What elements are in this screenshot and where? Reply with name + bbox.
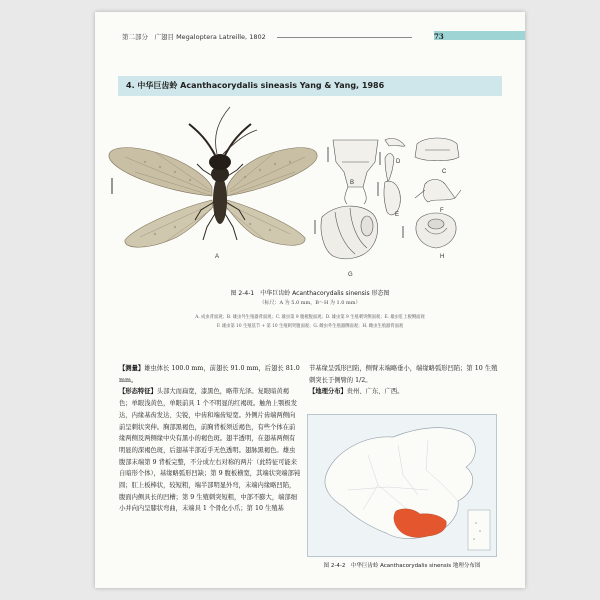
figure-label-d: D <box>396 159 401 165</box>
figure-label-b: B <box>350 180 355 186</box>
features-continued: 节基缘呈弧形凹陷，侧臂末端略垂小，端缘略弧形凹陷；第 10 生殖刺突长于侧臂的 1/2。 <box>309 365 498 384</box>
figure-label-a: A <box>215 254 220 260</box>
figure1-description-1: A. 成虫背面观；B. 雄虫外生殖器背面观；C. 雄虫第 9 腹板腹面观；D. 雄虫第 9 生殖刺突侧面观；E. 雄虫肛上板侧面观 <box>195 315 425 320</box>
specimen-habitus <box>109 107 317 247</box>
features-paragraph <box>119 386 301 515</box>
drawing-f <box>415 180 461 203</box>
drawing-e <box>384 181 400 215</box>
figure-label-e: E <box>395 212 400 218</box>
distribution-map <box>307 414 497 557</box>
china-map <box>308 415 497 557</box>
south-china-sea-inset <box>468 510 490 550</box>
distribution-paragraph <box>309 386 499 398</box>
figure-label-f: F <box>440 208 444 214</box>
features-text: 头部大而扁宽，漆黑色，略带光泽。复眼暗黄褐色；单眼浅黄色，单眼前具 1 个不明显的红褐斑。触角上颚极发达，内缘基齿发达、尖锐，中齿和端齿短宽。外侧片齿端两侧向前呈刺状突伸。胸部黑褐色，前胸背板须近褐色，有些个体在前缘两侧及两侧缘中央有黑小的褐色斑。翅半透明，在翅基两侧有明显的深褐色斑，后翅基半部近乎无色透明。翅脉黑褐色。雄虫腹部末端第 9 背板完整，不分成左右对称的两片（此特征可能来自暗形个体），基缘略弧形凹缺；第 9 腹板横宽，其端状突端部钝圆；肛上板棒状，较短粗，端半部明显外弯，末端内缘略凹陷，腹面内侧具长的凹槽；第 9 生殖刺突短粗，中部不膨大，端部细小并向内呈膝状弯曲，末端具 1 个骨化小爪；第 10 生殖基 <box>119 388 301 513</box>
distribution-tag: 【地理分布】 <box>309 388 347 396</box>
figure-label-g: G <box>348 272 353 278</box>
figure1-scale-note: （标尺：A 为 5.0 mm，B～H 为 1.0 mm） <box>259 300 361 306</box>
drawing-d <box>385 138 405 182</box>
measure-paragraph <box>119 363 301 386</box>
drawing-g <box>321 206 378 259</box>
figure-label-c: C <box>442 169 447 175</box>
running-header: 第二部分 广翅目 Megaloptera Latreille, 1802 <box>122 33 266 41</box>
morphology-figure <box>95 12 525 282</box>
distribution-text: 贵州、广东、广西。 <box>346 388 404 396</box>
drawing-h <box>416 213 456 248</box>
figure1-caption: 图 2-4-1 中华巨齿蛉 Acanthacorydalis sinensis 形态图 <box>230 290 390 297</box>
figure2-caption: 图 2-4-2 中华巨齿蛉 Acanthacorydalis sinensis 地理分布图 <box>323 563 481 569</box>
drawing-c <box>415 138 459 161</box>
book-page <box>95 12 525 588</box>
measure-text: 雄虫体长 100.0 mm，前翅长 91.0 mm，后翅长 81.0 mm。 <box>119 365 300 384</box>
measure-tag: 【测量】 <box>119 365 145 372</box>
page-number: 73 <box>434 32 444 41</box>
section-title: 4. 中华巨齿蛉 Acanthacorydalis sineasis Yang & Yang, 1986 <box>118 76 502 96</box>
drawing-b <box>333 140 378 204</box>
features-tag: 【形态特征】 <box>119 388 157 396</box>
figure-label-h: H <box>440 254 445 260</box>
right-column <box>309 363 499 398</box>
left-column <box>119 363 301 515</box>
figure1-description-2: F. 雄虫第 10 生殖基节 + 第 10 生殖刺突腹面观；G. 雌虫外生殖器侧面观；H. 雌虫生殖器背面观 <box>216 324 404 329</box>
